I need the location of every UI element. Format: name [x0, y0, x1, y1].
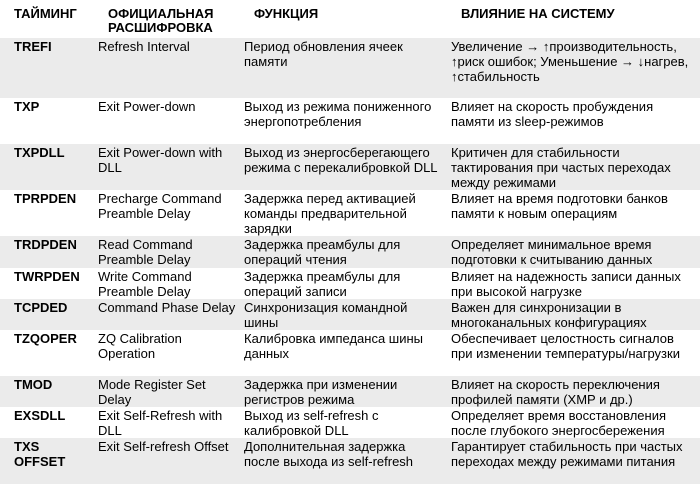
cell-impact: Влияет на время подготовки банков памяти к новым операциям — [451, 191, 668, 221]
table-row — [0, 407, 700, 438]
cell-decoding: Exit Power-down with DLL — [94, 144, 240, 190]
table-row — [0, 376, 700, 407]
table-row — [0, 236, 700, 268]
cell-impact: Влияет на скорость пробуждения памяти из sleep-режимов — [451, 99, 654, 129]
table-row — [0, 330, 700, 376]
cell-decoding: Exit Self-refresh Offset — [94, 438, 240, 484]
table-row — [0, 98, 700, 144]
cell-function: Задержка при изменении регистров режима — [240, 376, 447, 407]
cell-impact: Определяет минимальное время подготовки к считыванию данных — [447, 236, 700, 268]
cell-function: Выход из self-refresh с калибровкой DLL — [244, 408, 379, 438]
cell-impact: Критичен для стабильности тактирования при частых переходах между режимами — [447, 144, 700, 190]
cell-function: Период обновления ячеек памяти — [240, 38, 447, 98]
header-impact: ВЛИЯНИЕ НА СИСТЕМУ — [461, 6, 615, 21]
header-function: ФУНКЦИЯ — [254, 6, 319, 21]
cell-decoding: Write Command Preamble Delay — [98, 269, 192, 299]
table-row — [0, 190, 700, 236]
cell-function: Выход из режима пониженного энергопотребления — [244, 99, 432, 129]
cell-impact: Определяет время восстановления после глубокого энергосбережения — [451, 408, 666, 438]
header-timing: ТАЙМИНГ — [14, 6, 77, 21]
cell-impact: Гарантирует стабильность при частых переходах между режимами питания — [447, 438, 700, 484]
cell-function: Дополнительная задержка после выхода из self-refresh — [240, 438, 447, 484]
cell-decoding: ZQ Calibration Operation — [98, 331, 182, 361]
cell-timing: TMOD — [0, 376, 94, 407]
cell-decoding: Exit Power-down — [98, 99, 196, 114]
cell-decoding: Exit Self-Refresh with DLL — [98, 408, 223, 438]
cell-decoding: Precharge Command Preamble Delay — [98, 191, 222, 221]
cell-impact: Влияет на надежность записи данных при высокой нагрузке — [451, 269, 681, 299]
cell-function: Выход из энергосберегающего режима с перекалибровкой DLL — [240, 144, 447, 190]
cell-decoding: Command Phase Delay — [94, 299, 240, 330]
cell-timing: TCPDED — [0, 299, 94, 330]
cell-decoding: Refresh Interval — [94, 38, 240, 98]
cell-timing: TXP — [14, 99, 40, 114]
cell-impact: Увеличение → ↑производительность, ↑риск ошибок; Уменьшение → ↓нагрев, ↑стабильность — [447, 38, 700, 98]
cell-timing: TZQOPER — [14, 331, 77, 346]
cell-timing: EXSDLL — [14, 408, 66, 423]
cell-timing: TPRPDEN — [14, 191, 77, 206]
cell-timing: TXPDLL — [0, 144, 94, 190]
table-row — [0, 299, 700, 330]
cell-function: Задержка перед активацией команды предварительной зарядки — [244, 191, 416, 236]
cell-timing: TREFI — [0, 38, 94, 98]
cell-impact: Обеспечивает целостность сигналов при изменении температуры/нагрузки — [451, 331, 680, 361]
table-row — [0, 268, 700, 299]
table-row — [0, 438, 700, 484]
cell-timing: TWRPDEN — [14, 269, 80, 284]
cell-function: Синхронизация командной шины — [240, 299, 447, 330]
header-decoding: ОФИЦИАЛЬНАЯ РАСШИФРОВКА — [108, 6, 214, 35]
cell-impact: Влияет на скорость переключения профилей памяти (XMP и др.) — [447, 376, 700, 407]
cell-impact: Важен для синхронизации в многоканальных конфигурациях — [447, 299, 700, 330]
table-row — [0, 144, 700, 190]
cell-decoding: Mode Register Set Delay — [94, 376, 240, 407]
table-row — [0, 38, 700, 98]
cell-function: Задержка преамбулы для операций записи — [244, 269, 401, 299]
cell-timing: TXS OFFSET — [0, 438, 94, 484]
cell-function: Калибровка импеданса шины данных — [244, 331, 424, 361]
table-header-row — [0, 0, 700, 38]
cell-timing: TRDPDEN — [0, 236, 94, 268]
cell-function: Задержка преамбулы для операций чтения — [240, 236, 447, 268]
cell-decoding: Read Command Preamble Delay — [94, 236, 240, 268]
